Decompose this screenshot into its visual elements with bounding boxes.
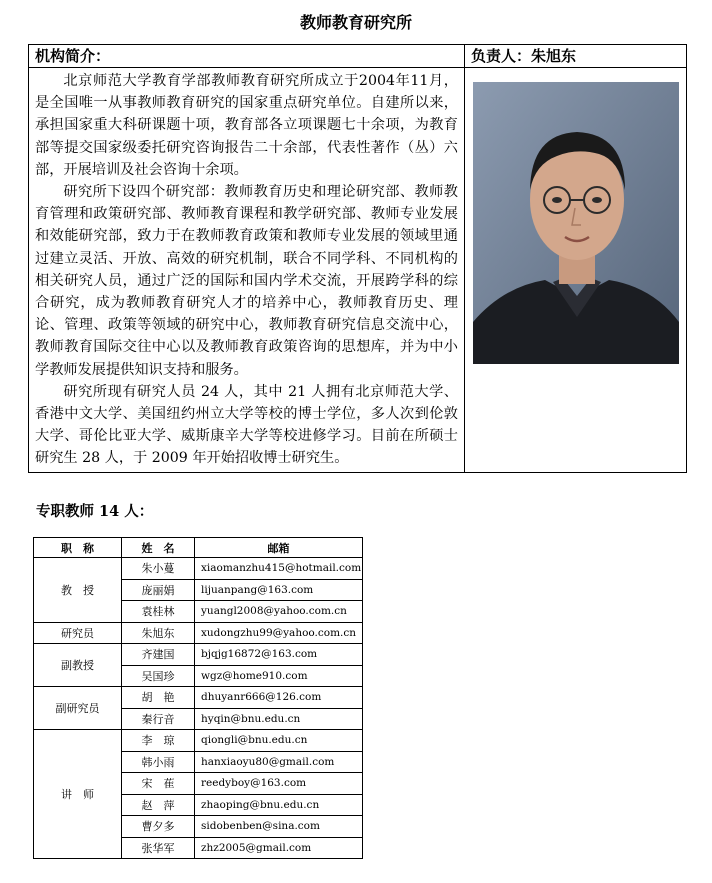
- table-row: [34, 730, 363, 752]
- name-cell: 宋 萑: [122, 773, 195, 795]
- name-cell: 朱旭东: [122, 622, 195, 644]
- director-photo-cell: [465, 68, 687, 473]
- name-cell: 曹夕多: [122, 816, 195, 838]
- email-cell: xiaomanzhu415@hotmail.com: [195, 558, 363, 580]
- table-row: [34, 644, 363, 666]
- intro-paragraph: 研究所下设四个研究部：教师教育历史和理论研究部、教师教育管理和政策研究部、教师教育课程和教学研究部、教师专业发展和效能研究部，致力于在教师教育政策和教师专业发展的领域里通过建立灵活、开放、高效的研究机制，联合不同学科、不同机构的相关研究人员，通过广泛的国际和国内学术交流，开展跨学科的综合研究，成为教师教育研究人才的培养中心，教师教育历史、理论、管理、政策等领域的研究中心，教师教育研究信息交流中心，教师教育国际交往中心以及教师教育政策咨询的思想库，并为中小学教师发展提供知识支持和服务。: [35, 184, 458, 378]
- email-cell: sidobenben@sina.com: [195, 816, 363, 838]
- table-row: [34, 622, 363, 644]
- email-cell: hyqin@bnu.edu.cn: [195, 708, 363, 730]
- name-cell: 赵 萍: [122, 794, 195, 816]
- email-cell: qiongli@bnu.edu.cn: [195, 730, 363, 752]
- director-header: 负责人：朱旭东: [465, 45, 687, 68]
- name-cell: 袁桂林: [122, 601, 195, 623]
- director-photo: [473, 82, 679, 364]
- table-row: [34, 558, 363, 580]
- table-row: [34, 687, 363, 709]
- staff-table: [33, 537, 363, 859]
- email-cell: zhaoping@bnu.edu.cn: [195, 794, 363, 816]
- email-cell: wgz@home910.com: [195, 665, 363, 687]
- email-cell: zhz2005@gmail.com: [195, 837, 363, 859]
- name-cell: 李 琼: [122, 730, 195, 752]
- page-title: 教师教育研究所: [299, 13, 412, 32]
- col-header-title: 职 称: [34, 538, 122, 558]
- email-cell: xudongzhu99@yahoo.com.cn: [195, 622, 363, 644]
- rank-cell: 副教授: [34, 644, 122, 687]
- portrait-image: [473, 82, 679, 364]
- name-cell: 秦行音: [122, 708, 195, 730]
- intro-body: [29, 68, 465, 473]
- email-cell: hanxiaoyu80@gmail.com: [195, 751, 363, 773]
- rank-cell: 副研究员: [34, 687, 122, 730]
- email-cell: lijuanpang@163.com: [195, 579, 363, 601]
- staff-section-title: 专职教师 14 人：: [36, 503, 154, 520]
- name-cell: 韩小雨: [122, 751, 195, 773]
- intro-paragraph: 北京师范大学教育学部教师教育研究所成立于2004年11月，是全国唯一从事教师教育研究的国家重点研究单位。自建所以来，承担国家重大科研课题十项，教育部各立项课题七十余项，为教育部等提交国家级委托研究咨询报告二十余部，代表性著作（丛）六部，开展培训及社会咨询十余项。: [35, 73, 458, 178]
- name-cell: 庞丽娟: [122, 579, 195, 601]
- col-header-email: 邮箱: [195, 538, 363, 558]
- email-cell: dhuyanr666@126.com: [195, 687, 363, 709]
- name-cell: 胡 艳: [122, 687, 195, 709]
- intro-header: 机构简介：: [29, 45, 465, 68]
- intro-paragraph: 研究所现有研究人员 24 人，其中 21 人拥有北京师范大学、香港中文大学、美国纽约州立大学等校的博士学位，多人次到伦敦大学、哥伦比亚大学、威斯康辛大学等校进修学习。目前在所硕士研究生 28 人，于 2009 年开始招收博士研究生。: [35, 383, 458, 467]
- rank-cell: 教 授: [34, 558, 122, 623]
- email-cell: reedyboy@163.com: [195, 773, 363, 795]
- name-cell: 吴国珍: [122, 665, 195, 687]
- name-cell: 齐建国: [122, 644, 195, 666]
- institute-info-table: [28, 44, 687, 473]
- email-cell: yuangl2008@yahoo.com.cn: [195, 601, 363, 623]
- col-header-name: 姓 名: [122, 538, 195, 558]
- rank-cell: 研究员: [34, 622, 122, 644]
- email-cell: bjqjg16872@163.com: [195, 644, 363, 666]
- name-cell: 朱小蔓: [122, 558, 195, 580]
- rank-cell: 讲 师: [34, 730, 122, 859]
- name-cell: 张华军: [122, 837, 195, 859]
